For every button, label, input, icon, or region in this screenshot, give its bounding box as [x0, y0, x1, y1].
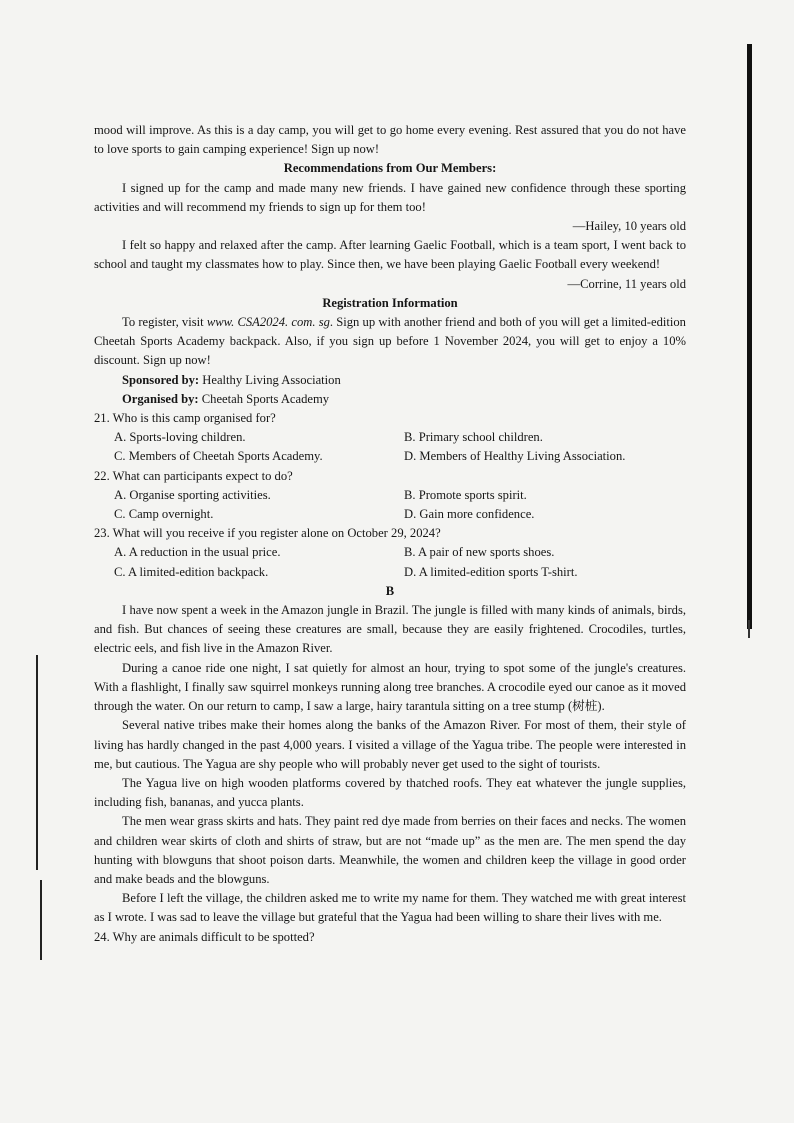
q23-option-b: B. A pair of new sports shoes. — [404, 545, 555, 560]
sponsor-label: Sponsored by: — [122, 372, 200, 387]
scan-mark-left-2 — [40, 880, 42, 960]
sponsor-value: Healthy Living Association — [199, 372, 341, 387]
passage-b-paragraph-1: I have now spent a week in the Amazon jungle in Brazil. The jungle is filled with many kinds of animals, birds, and fish. But chances of seeing these creatures are small, because they are easily frightened. Crocodiles, turtles, electric eels, and fish live in the Amazon River. — [94, 603, 686, 656]
organiser-label: Organised by: — [122, 391, 199, 406]
q21-option-c: C. Members of Cheetah Sports Academy. — [114, 449, 323, 464]
q21-option-a: A. Sports-loving children. — [114, 430, 246, 445]
question-23: 23. What will you receive if you register alone on October 29, 2024? — [94, 526, 441, 541]
q21-option-d: D. Members of Healthy Living Association. — [404, 449, 626, 464]
organiser-value: Cheetah Sports Academy — [198, 391, 330, 406]
passage-b-paragraph-3: Several native tribes make their homes along the banks of the Amazon River. For most of them, their style of living has hardly changed in the past 4,000 years. I visited a village of the Yagua tribe. The people were interested in me, but cautious. The Yagua are shy people who will probably never get used to the sight of tourists. — [94, 718, 686, 771]
question-21-options — [94, 428, 686, 466]
recommendation-2: I felt so happy and relaxed after the camp. After learning Gaelic Football, which is a team sport, I went back to school and taught my classmates how to play. Since then, we have been playing Gaelic Football every weekend! — [94, 238, 686, 272]
passage-b-paragraph-5: The men wear grass skirts and hats. They paint red dye made from berries on their faces and necks. The women and children wear skirts of cloth and shirts of straw, but are not “made up” as the men are. The men spend the day hunting with blowguns that shoot poison darts. Meanwhile, the women and children keep the village in good order and make beads and the blowguns. — [94, 814, 686, 886]
intro-paragraph: mood will improve. As this is a day camp, you will get to go home every evening. Rest assured that you do not have to love sports to gain camping experience! Sign up now! — [94, 123, 686, 157]
organiser-line — [94, 390, 686, 409]
q22-option-d: D. Gain more confidence. — [404, 507, 535, 522]
q22-option-b: B. Promote sports spirit. — [404, 487, 527, 502]
q23-option-a: A. A reduction in the usual price. — [114, 545, 281, 560]
q23-option-d: D. A limited-edition sports T-shirt. — [404, 564, 578, 579]
recommendations-heading: Recommendations from Our Members: — [283, 161, 497, 176]
question-24: 24. Why are animals difficult to be spotted? — [94, 929, 315, 944]
registration-heading: Registration Information — [322, 295, 458, 310]
registration-text-post: . Sign up with another friend and both of you will get a limited-edition Cheetah Sports Academy backpack. Also, if you sign up before 1 November 2024, you will get to enjoy a 10% discount. Sign up now! — [94, 315, 686, 368]
question-22-options — [94, 486, 686, 524]
sponsor-line — [94, 371, 686, 390]
document-body — [94, 121, 686, 947]
passage-b-paragraph-4: The Yagua live on high wooden platforms covered by thatched roofs. They eat whatever the jungle supplies, including fish, bananas, and yucca plants. — [94, 775, 686, 810]
recommendation-2-signature: —Corrine, 11 years old — [567, 276, 686, 291]
question-21: 21. Who is this camp organised for? — [94, 411, 276, 426]
q22-option-a: A. Organise sporting activities. — [114, 487, 271, 502]
registration-url: www. CSA2024. com. sg — [206, 315, 330, 330]
section-b-heading: B — [385, 583, 395, 598]
recommendation-1-signature: —Hailey, 10 years old — [572, 219, 686, 234]
scan-edge-bar — [747, 44, 752, 629]
question-22: 22. What can participants expect to do? — [94, 468, 293, 483]
passage-b-paragraph-6: Before I left the village, the children asked me to write my name for them. They watched me with great interest as I wrote. I was sad to leave the village but grateful that the Yagua had been willing to share their lives with me. — [94, 891, 686, 925]
q21-option-b: B. Primary school children. — [404, 430, 543, 445]
q22-option-c: C. Camp overnight. — [114, 507, 214, 522]
registration-paragraph — [94, 313, 686, 371]
question-23-options — [94, 543, 686, 581]
passage-b-paragraph-2: During a canoe ride one night, I sat quietly for almost an hour, trying to spot some of the jungle's creatures. With a flashlight, I finally saw squirrel monkeys running along tree branches. A crocodile eyed our canoe as it moved through the water. On our return to camp, I saw a large, hairy tarantula sitting on a tree stump (树桩). — [94, 660, 686, 714]
q23-option-c: C. A limited-edition backpack. — [114, 564, 269, 579]
registration-text-pre: To register, visit — [122, 315, 207, 330]
scan-edge-tick — [748, 620, 750, 638]
scan-mark-left-1 — [36, 655, 38, 870]
recommendation-1: I signed up for the camp and made many new friends. I have gained new confidence through these sporting activities and will recommend my friends to sign up for them too! — [94, 180, 686, 214]
